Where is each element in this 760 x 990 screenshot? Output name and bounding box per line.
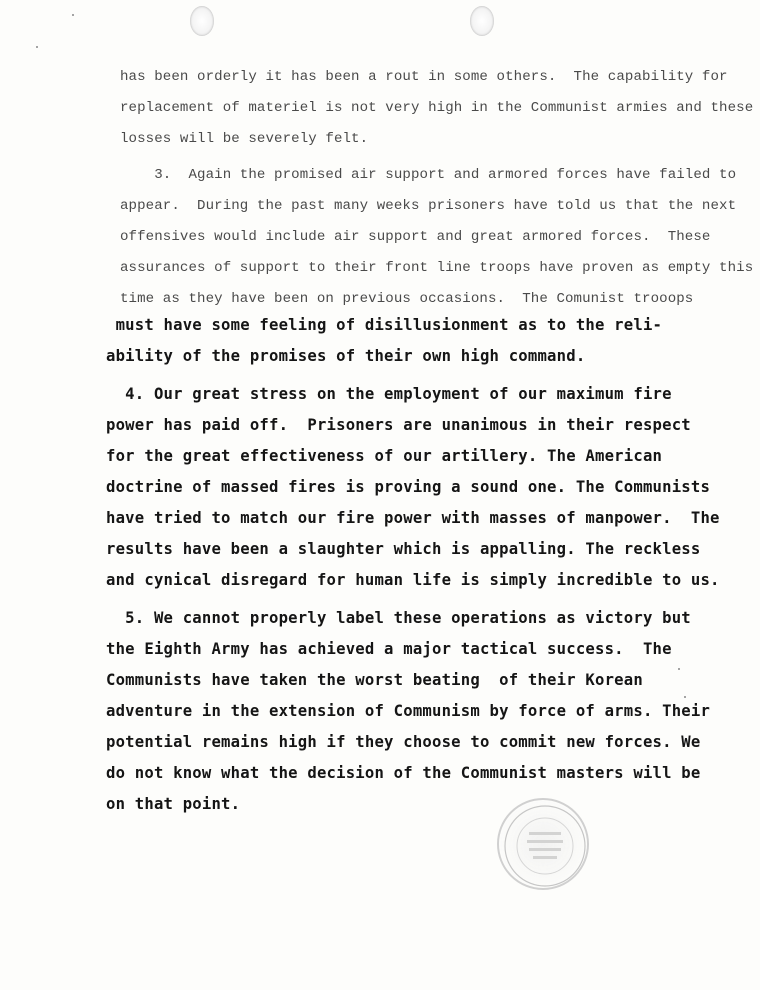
text-line: and cynical disregard for human life is simply incredible to us. <box>106 571 720 589</box>
text-line: for the great effectiveness of our artillery. The American <box>106 447 663 465</box>
text-line: on that point. <box>106 795 241 813</box>
stamp-seal-icon <box>499 800 591 892</box>
text-line: the Eighth Army has achieved a major tactical success. The <box>106 640 672 658</box>
text-line: Communists have taken the worst beating of their Korean <box>106 671 643 689</box>
punch-hole-right <box>470 6 494 36</box>
paragraph-3-line: 3. Again the promised air support and armored forces have failed to <box>120 167 737 183</box>
text-line: appear. During the past many weeks prisoners have told us that the next <box>120 198 737 214</box>
text-line: doctrine of massed fires is proving a sound one. The Communists <box>106 478 711 496</box>
text-line: time as they have been on previous occasions. The Comunist trooops <box>120 291 694 307</box>
faded-typed-text <box>120 62 754 315</box>
text-line: replacement of materiel is not very high in the Communist armies and these <box>120 100 754 116</box>
text-line: power has paid off. Prisoners are unanimous in their respect <box>106 416 691 434</box>
text-line: must have some feeling of disillusionment as to the reli- <box>106 316 663 334</box>
text-line: assurances of support to their front line troops have proven as empty this <box>120 260 754 276</box>
bold-typed-text <box>106 310 736 820</box>
text-line: results have been a slaughter which is appalling. The reckless <box>106 540 701 558</box>
text-line: have tried to match our fire power with masses of manpower. The <box>106 509 720 527</box>
paragraph-4-line: 4. Our great stress on the employment of our maximum fire <box>106 385 672 403</box>
paragraph-5-line: 5. We cannot properly label these operations as victory but <box>106 609 691 627</box>
text-line: adventure in the extension of Communism by force of arms. Their <box>106 702 711 720</box>
text-line: losses will be severely felt. <box>120 131 369 147</box>
text-line: offensives would include air support and great armored forces. These <box>120 229 711 245</box>
text-line: potential remains high if they choose to commit new forces. We <box>106 733 701 751</box>
text-line: ability of the promises of their own high command. <box>106 347 586 365</box>
paper-speck <box>36 46 38 48</box>
punch-hole-left <box>190 6 214 36</box>
paper-speck <box>72 14 74 16</box>
archive-stamp <box>497 798 589 890</box>
text-line: do not know what the decision of the Communist masters will be <box>106 764 701 782</box>
text-line: has been orderly it has been a rout in some others. The capability for <box>120 69 728 85</box>
